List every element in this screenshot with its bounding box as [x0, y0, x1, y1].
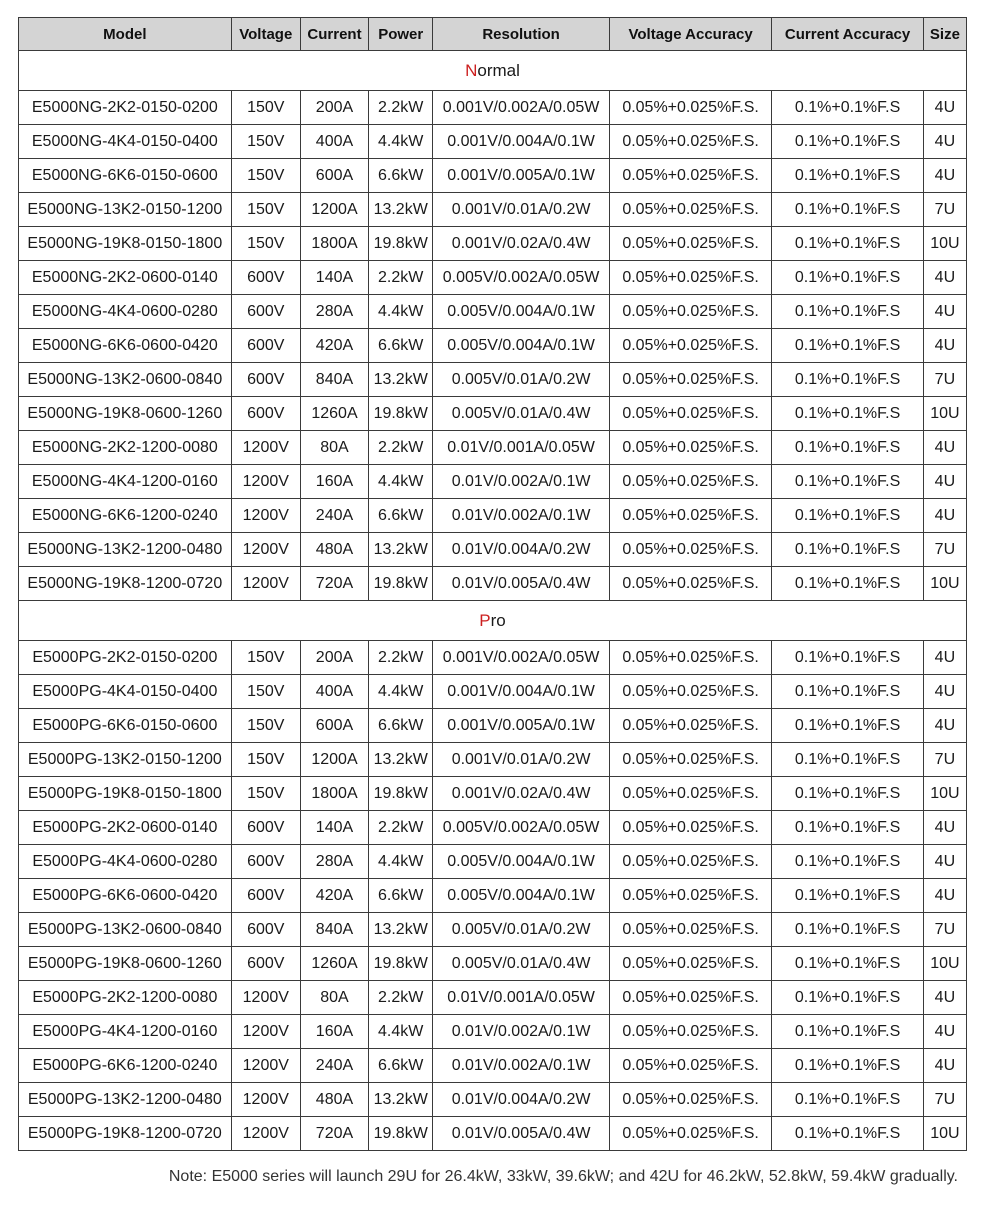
header-resolution: Resolution — [433, 18, 610, 51]
resolution-cell: 0.005V/0.01A/0.4W — [433, 947, 610, 981]
voltage-cell: 1200V — [231, 1015, 300, 1049]
section-title-rest: ro — [490, 610, 506, 630]
size-cell: 4U — [923, 709, 966, 743]
size-cell: 7U — [923, 743, 966, 777]
voltage-cell: 600V — [231, 397, 300, 431]
voltage-cell: 150V — [231, 227, 300, 261]
size-cell: 4U — [923, 295, 966, 329]
voltage-accuracy-cell: 0.05%+0.025%F.S. — [609, 641, 772, 675]
current-accuracy-cell: 0.1%+0.1%F.S — [772, 1117, 923, 1151]
size-cell: 7U — [923, 913, 966, 947]
table-row — [19, 811, 967, 845]
current-cell: 420A — [300, 879, 368, 913]
model-cell: E5000NG-13K2-1200-0480 — [19, 533, 232, 567]
size-cell: 10U — [923, 777, 966, 811]
current-cell: 480A — [300, 1083, 368, 1117]
power-cell: 19.8kW — [369, 567, 433, 601]
current-cell: 140A — [300, 811, 368, 845]
voltage-accuracy-cell: 0.05%+0.025%F.S. — [609, 1015, 772, 1049]
current-cell: 1200A — [300, 743, 368, 777]
current-cell: 420A — [300, 329, 368, 363]
resolution-cell: 0.01V/0.005A/0.4W — [433, 567, 610, 601]
current-accuracy-cell: 0.1%+0.1%F.S — [772, 811, 923, 845]
voltage-cell: 150V — [231, 709, 300, 743]
model-cell: E5000PG-6K6-0600-0420 — [19, 879, 232, 913]
current-accuracy-cell: 0.1%+0.1%F.S — [772, 261, 923, 295]
table-body — [19, 51, 967, 1151]
current-accuracy-cell: 0.1%+0.1%F.S — [772, 879, 923, 913]
header-current-accuracy: Current Accuracy — [772, 18, 923, 51]
voltage-cell: 150V — [231, 159, 300, 193]
voltage-cell: 600V — [231, 261, 300, 295]
resolution-cell: 0.005V/0.002A/0.05W — [433, 261, 610, 295]
voltage-accuracy-cell: 0.05%+0.025%F.S. — [609, 811, 772, 845]
current-cell: 80A — [300, 431, 368, 465]
section-title — [19, 601, 967, 641]
voltage-accuracy-cell: 0.05%+0.025%F.S. — [609, 261, 772, 295]
power-cell: 6.6kW — [369, 159, 433, 193]
voltage-cell: 150V — [231, 125, 300, 159]
resolution-cell: 0.005V/0.004A/0.1W — [433, 329, 610, 363]
voltage-accuracy-cell: 0.05%+0.025%F.S. — [609, 675, 772, 709]
current-accuracy-cell: 0.1%+0.1%F.S — [772, 125, 923, 159]
section-title — [19, 51, 967, 91]
model-cell: E5000PG-2K2-0150-0200 — [19, 641, 232, 675]
power-cell: 19.8kW — [369, 777, 433, 811]
model-cell: E5000NG-2K2-1200-0080 — [19, 431, 232, 465]
table-row — [19, 1049, 967, 1083]
power-cell: 6.6kW — [369, 709, 433, 743]
voltage-cell: 600V — [231, 363, 300, 397]
current-accuracy-cell: 0.1%+0.1%F.S — [772, 675, 923, 709]
size-cell: 10U — [923, 397, 966, 431]
size-cell: 4U — [923, 329, 966, 363]
voltage-accuracy-cell: 0.05%+0.025%F.S. — [609, 1117, 772, 1151]
table-row — [19, 777, 967, 811]
size-cell: 4U — [923, 879, 966, 913]
resolution-cell: 0.01V/0.001A/0.05W — [433, 981, 610, 1015]
current-accuracy-cell: 0.1%+0.1%F.S — [772, 363, 923, 397]
voltage-cell: 150V — [231, 675, 300, 709]
size-cell: 4U — [923, 125, 966, 159]
current-cell: 840A — [300, 913, 368, 947]
header-power: Power — [369, 18, 433, 51]
voltage-accuracy-cell: 0.05%+0.025%F.S. — [609, 159, 772, 193]
power-cell: 4.4kW — [369, 675, 433, 709]
current-accuracy-cell: 0.1%+0.1%F.S — [772, 1083, 923, 1117]
model-cell: E5000PG-4K4-1200-0160 — [19, 1015, 232, 1049]
table-row — [19, 709, 967, 743]
current-accuracy-cell: 0.1%+0.1%F.S — [772, 227, 923, 261]
model-cell: E5000NG-19K8-0600-1260 — [19, 397, 232, 431]
section-row — [19, 601, 967, 641]
voltage-cell: 1200V — [231, 465, 300, 499]
voltage-cell: 600V — [231, 295, 300, 329]
model-cell: E5000NG-13K2-0600-0840 — [19, 363, 232, 397]
resolution-cell: 0.001V/0.02A/0.4W — [433, 777, 610, 811]
table-row — [19, 465, 967, 499]
voltage-accuracy-cell: 0.05%+0.025%F.S. — [609, 227, 772, 261]
resolution-cell: 0.001V/0.004A/0.1W — [433, 125, 610, 159]
size-cell: 4U — [923, 261, 966, 295]
model-cell: E5000NG-19K8-0150-1800 — [19, 227, 232, 261]
resolution-cell: 0.01V/0.002A/0.1W — [433, 1015, 610, 1049]
voltage-accuracy-cell: 0.05%+0.025%F.S. — [609, 879, 772, 913]
voltage-accuracy-cell: 0.05%+0.025%F.S. — [609, 431, 772, 465]
current-accuracy-cell: 0.1%+0.1%F.S — [772, 981, 923, 1015]
size-cell: 4U — [923, 159, 966, 193]
current-cell: 1800A — [300, 227, 368, 261]
resolution-cell: 0.01V/0.002A/0.1W — [433, 1049, 610, 1083]
resolution-cell: 0.005V/0.004A/0.1W — [433, 879, 610, 913]
table-row — [19, 431, 967, 465]
size-cell: 10U — [923, 567, 966, 601]
voltage-cell: 1200V — [231, 981, 300, 1015]
current-cell: 1200A — [300, 193, 368, 227]
model-cell: E5000PG-19K8-0600-1260 — [19, 947, 232, 981]
voltage-accuracy-cell: 0.05%+0.025%F.S. — [609, 1049, 772, 1083]
resolution-cell: 0.005V/0.004A/0.1W — [433, 295, 610, 329]
voltage-cell: 150V — [231, 91, 300, 125]
current-accuracy-cell: 0.1%+0.1%F.S — [772, 499, 923, 533]
table-row — [19, 499, 967, 533]
current-cell: 160A — [300, 1015, 368, 1049]
power-cell: 13.2kW — [369, 533, 433, 567]
model-cell: E5000PG-4K4-0150-0400 — [19, 675, 232, 709]
header-size: Size — [923, 18, 966, 51]
voltage-accuracy-cell: 0.05%+0.025%F.S. — [609, 125, 772, 159]
model-cell: E5000NG-6K6-1200-0240 — [19, 499, 232, 533]
current-cell: 720A — [300, 1117, 368, 1151]
resolution-cell: 0.001V/0.005A/0.1W — [433, 709, 610, 743]
size-cell: 4U — [923, 499, 966, 533]
power-cell: 19.8kW — [369, 397, 433, 431]
size-cell: 10U — [923, 227, 966, 261]
current-accuracy-cell: 0.1%+0.1%F.S — [772, 947, 923, 981]
current-cell: 840A — [300, 363, 368, 397]
table-row — [19, 533, 967, 567]
current-cell: 200A — [300, 641, 368, 675]
current-cell: 240A — [300, 499, 368, 533]
model-cell: E5000PG-13K2-1200-0480 — [19, 1083, 232, 1117]
size-cell: 4U — [923, 641, 966, 675]
current-cell: 1260A — [300, 947, 368, 981]
section-title-initial: N — [465, 60, 478, 80]
power-cell: 6.6kW — [369, 329, 433, 363]
current-accuracy-cell: 0.1%+0.1%F.S — [772, 1015, 923, 1049]
header-voltage: Voltage — [231, 18, 300, 51]
current-accuracy-cell: 0.1%+0.1%F.S — [772, 193, 923, 227]
current-accuracy-cell: 0.1%+0.1%F.S — [772, 641, 923, 675]
model-cell: E5000PG-4K4-0600-0280 — [19, 845, 232, 879]
size-cell: 7U — [923, 1083, 966, 1117]
current-cell: 280A — [300, 295, 368, 329]
voltage-accuracy-cell: 0.05%+0.025%F.S. — [609, 567, 772, 601]
table-row — [19, 845, 967, 879]
power-cell: 4.4kW — [369, 1015, 433, 1049]
model-cell: E5000NG-6K6-0600-0420 — [19, 329, 232, 363]
resolution-cell: 0.01V/0.005A/0.4W — [433, 1117, 610, 1151]
size-cell: 7U — [923, 363, 966, 397]
current-accuracy-cell: 0.1%+0.1%F.S — [772, 743, 923, 777]
current-cell: 480A — [300, 533, 368, 567]
spec-table — [18, 17, 967, 1151]
current-cell: 600A — [300, 159, 368, 193]
current-accuracy-cell: 0.1%+0.1%F.S — [772, 91, 923, 125]
power-cell: 4.4kW — [369, 125, 433, 159]
power-cell: 6.6kW — [369, 879, 433, 913]
header-model: Model — [19, 18, 232, 51]
resolution-cell: 0.005V/0.004A/0.1W — [433, 845, 610, 879]
power-cell: 19.8kW — [369, 227, 433, 261]
current-cell: 1260A — [300, 397, 368, 431]
current-accuracy-cell: 0.1%+0.1%F.S — [772, 397, 923, 431]
resolution-cell: 0.01V/0.002A/0.1W — [433, 465, 610, 499]
voltage-accuracy-cell: 0.05%+0.025%F.S. — [609, 1083, 772, 1117]
resolution-cell: 0.005V/0.01A/0.4W — [433, 397, 610, 431]
voltage-cell: 150V — [231, 641, 300, 675]
current-cell: 280A — [300, 845, 368, 879]
model-cell: E5000NG-13K2-0150-1200 — [19, 193, 232, 227]
voltage-cell: 1200V — [231, 499, 300, 533]
current-accuracy-cell: 0.1%+0.1%F.S — [772, 913, 923, 947]
voltage-accuracy-cell: 0.05%+0.025%F.S. — [609, 533, 772, 567]
voltage-cell: 600V — [231, 845, 300, 879]
size-cell: 4U — [923, 981, 966, 1015]
table-row — [19, 397, 967, 431]
current-cell: 400A — [300, 125, 368, 159]
current-accuracy-cell: 0.1%+0.1%F.S — [772, 295, 923, 329]
model-cell: E5000NG-4K4-1200-0160 — [19, 465, 232, 499]
model-cell: E5000NG-19K8-1200-0720 — [19, 567, 232, 601]
power-cell: 13.2kW — [369, 743, 433, 777]
power-cell: 6.6kW — [369, 499, 433, 533]
power-cell: 2.2kW — [369, 811, 433, 845]
voltage-accuracy-cell: 0.05%+0.025%F.S. — [609, 329, 772, 363]
model-cell: E5000NG-2K2-0150-0200 — [19, 91, 232, 125]
section-title-initial: P — [479, 610, 491, 630]
size-cell: 10U — [923, 1117, 966, 1151]
voltage-cell: 1200V — [231, 1083, 300, 1117]
current-cell: 240A — [300, 1049, 368, 1083]
voltage-accuracy-cell: 0.05%+0.025%F.S. — [609, 363, 772, 397]
model-cell: E5000PG-13K2-0150-1200 — [19, 743, 232, 777]
model-cell: E5000PG-6K6-0150-0600 — [19, 709, 232, 743]
power-cell: 2.2kW — [369, 91, 433, 125]
voltage-cell: 600V — [231, 329, 300, 363]
voltage-accuracy-cell: 0.05%+0.025%F.S. — [609, 397, 772, 431]
current-accuracy-cell: 0.1%+0.1%F.S — [772, 159, 923, 193]
current-accuracy-cell: 0.1%+0.1%F.S — [772, 329, 923, 363]
power-cell: 2.2kW — [369, 981, 433, 1015]
current-cell: 1800A — [300, 777, 368, 811]
current-accuracy-cell: 0.1%+0.1%F.S — [772, 1049, 923, 1083]
resolution-cell: 0.005V/0.002A/0.05W — [433, 811, 610, 845]
table-row — [19, 125, 967, 159]
size-cell: 4U — [923, 431, 966, 465]
voltage-cell: 150V — [231, 193, 300, 227]
table-row — [19, 913, 967, 947]
resolution-cell: 0.001V/0.005A/0.1W — [433, 159, 610, 193]
size-cell: 4U — [923, 1049, 966, 1083]
current-cell: 720A — [300, 567, 368, 601]
footnote: Note: E5000 series will launch 29U for 26.4kW, 33kW, 39.6kW; and 42U for 46.2kW, 52.8kW, 59.4kW gradually. — [168, 1168, 958, 1185]
header-current: Current — [300, 18, 368, 51]
section-title-rest: ormal — [477, 60, 520, 80]
model-cell: E5000NG-2K2-0600-0140 — [19, 261, 232, 295]
voltage-accuracy-cell: 0.05%+0.025%F.S. — [609, 499, 772, 533]
table-row — [19, 879, 967, 913]
power-cell: 13.2kW — [369, 913, 433, 947]
table-row — [19, 363, 967, 397]
current-accuracy-cell: 0.1%+0.1%F.S — [772, 709, 923, 743]
voltage-accuracy-cell: 0.05%+0.025%F.S. — [609, 845, 772, 879]
model-cell: E5000PG-6K6-1200-0240 — [19, 1049, 232, 1083]
resolution-cell: 0.01V/0.004A/0.2W — [433, 1083, 610, 1117]
resolution-cell: 0.001V/0.002A/0.05W — [433, 91, 610, 125]
voltage-cell: 600V — [231, 811, 300, 845]
voltage-cell: 600V — [231, 913, 300, 947]
size-cell: 7U — [923, 193, 966, 227]
voltage-cell: 1200V — [231, 1117, 300, 1151]
current-accuracy-cell: 0.1%+0.1%F.S — [772, 777, 923, 811]
table-row — [19, 295, 967, 329]
table-header — [19, 18, 967, 51]
model-cell: E5000PG-19K8-1200-0720 — [19, 1117, 232, 1151]
table-row — [19, 641, 967, 675]
voltage-accuracy-cell: 0.05%+0.025%F.S. — [609, 913, 772, 947]
size-cell: 4U — [923, 1015, 966, 1049]
power-cell: 13.2kW — [369, 1083, 433, 1117]
resolution-cell: 0.001V/0.02A/0.4W — [433, 227, 610, 261]
resolution-cell: 0.005V/0.01A/0.2W — [433, 363, 610, 397]
table-row — [19, 567, 967, 601]
voltage-accuracy-cell: 0.05%+0.025%F.S. — [609, 777, 772, 811]
resolution-cell: 0.01V/0.002A/0.1W — [433, 499, 610, 533]
table-row — [19, 261, 967, 295]
power-cell: 2.2kW — [369, 261, 433, 295]
current-cell: 200A — [300, 91, 368, 125]
current-accuracy-cell: 0.1%+0.1%F.S — [772, 567, 923, 601]
size-cell: 4U — [923, 465, 966, 499]
voltage-accuracy-cell: 0.05%+0.025%F.S. — [609, 295, 772, 329]
table-row — [19, 159, 967, 193]
resolution-cell: 0.001V/0.004A/0.1W — [433, 675, 610, 709]
table-row — [19, 981, 967, 1015]
size-cell: 10U — [923, 947, 966, 981]
voltage-accuracy-cell: 0.05%+0.025%F.S. — [609, 91, 772, 125]
power-cell: 13.2kW — [369, 363, 433, 397]
size-cell: 4U — [923, 845, 966, 879]
voltage-cell: 1200V — [231, 533, 300, 567]
table-row — [19, 193, 967, 227]
section-row — [19, 51, 967, 91]
table-row — [19, 329, 967, 363]
power-cell: 4.4kW — [369, 845, 433, 879]
resolution-cell: 0.001V/0.01A/0.2W — [433, 193, 610, 227]
current-accuracy-cell: 0.1%+0.1%F.S — [772, 431, 923, 465]
table-row — [19, 1083, 967, 1117]
header-row — [19, 18, 967, 51]
resolution-cell: 0.001V/0.002A/0.05W — [433, 641, 610, 675]
voltage-cell: 600V — [231, 879, 300, 913]
table-row — [19, 675, 967, 709]
power-cell: 19.8kW — [369, 1117, 433, 1151]
voltage-cell: 150V — [231, 777, 300, 811]
header-voltage-accuracy: Voltage Accuracy — [609, 18, 772, 51]
power-cell: 4.4kW — [369, 295, 433, 329]
resolution-cell: 0.01V/0.004A/0.2W — [433, 533, 610, 567]
resolution-cell: 0.01V/0.001A/0.05W — [433, 431, 610, 465]
table-row — [19, 947, 967, 981]
voltage-accuracy-cell: 0.05%+0.025%F.S. — [609, 465, 772, 499]
power-cell: 2.2kW — [369, 641, 433, 675]
size-cell: 4U — [923, 811, 966, 845]
model-cell: E5000NG-4K4-0600-0280 — [19, 295, 232, 329]
voltage-accuracy-cell: 0.05%+0.025%F.S. — [609, 947, 772, 981]
model-cell: E5000PG-13K2-0600-0840 — [19, 913, 232, 947]
table-row — [19, 227, 967, 261]
power-cell: 6.6kW — [369, 1049, 433, 1083]
voltage-accuracy-cell: 0.05%+0.025%F.S. — [609, 981, 772, 1015]
voltage-cell: 1200V — [231, 567, 300, 601]
power-cell: 19.8kW — [369, 947, 433, 981]
voltage-accuracy-cell: 0.05%+0.025%F.S. — [609, 193, 772, 227]
current-accuracy-cell: 0.1%+0.1%F.S — [772, 465, 923, 499]
model-cell: E5000PG-2K2-1200-0080 — [19, 981, 232, 1015]
current-cell: 600A — [300, 709, 368, 743]
voltage-cell: 150V — [231, 743, 300, 777]
voltage-accuracy-cell: 0.05%+0.025%F.S. — [609, 743, 772, 777]
voltage-cell: 1200V — [231, 1049, 300, 1083]
voltage-accuracy-cell: 0.05%+0.025%F.S. — [609, 709, 772, 743]
current-cell: 80A — [300, 981, 368, 1015]
current-cell: 400A — [300, 675, 368, 709]
model-cell: E5000NG-4K4-0150-0400 — [19, 125, 232, 159]
table-row — [19, 743, 967, 777]
power-cell: 2.2kW — [369, 431, 433, 465]
current-cell: 140A — [300, 261, 368, 295]
model-cell: E5000PG-19K8-0150-1800 — [19, 777, 232, 811]
voltage-cell: 600V — [231, 947, 300, 981]
current-accuracy-cell: 0.1%+0.1%F.S — [772, 845, 923, 879]
resolution-cell: 0.005V/0.01A/0.2W — [433, 913, 610, 947]
model-cell: E5000PG-2K2-0600-0140 — [19, 811, 232, 845]
table-row — [19, 91, 967, 125]
voltage-cell: 1200V — [231, 431, 300, 465]
resolution-cell: 0.001V/0.01A/0.2W — [433, 743, 610, 777]
current-cell: 160A — [300, 465, 368, 499]
power-cell: 13.2kW — [369, 193, 433, 227]
table-row — [19, 1117, 967, 1151]
power-cell: 4.4kW — [369, 465, 433, 499]
size-cell: 4U — [923, 91, 966, 125]
table-row — [19, 1015, 967, 1049]
current-accuracy-cell: 0.1%+0.1%F.S — [772, 533, 923, 567]
size-cell: 4U — [923, 675, 966, 709]
model-cell: E5000NG-6K6-0150-0600 — [19, 159, 232, 193]
size-cell: 7U — [923, 533, 966, 567]
